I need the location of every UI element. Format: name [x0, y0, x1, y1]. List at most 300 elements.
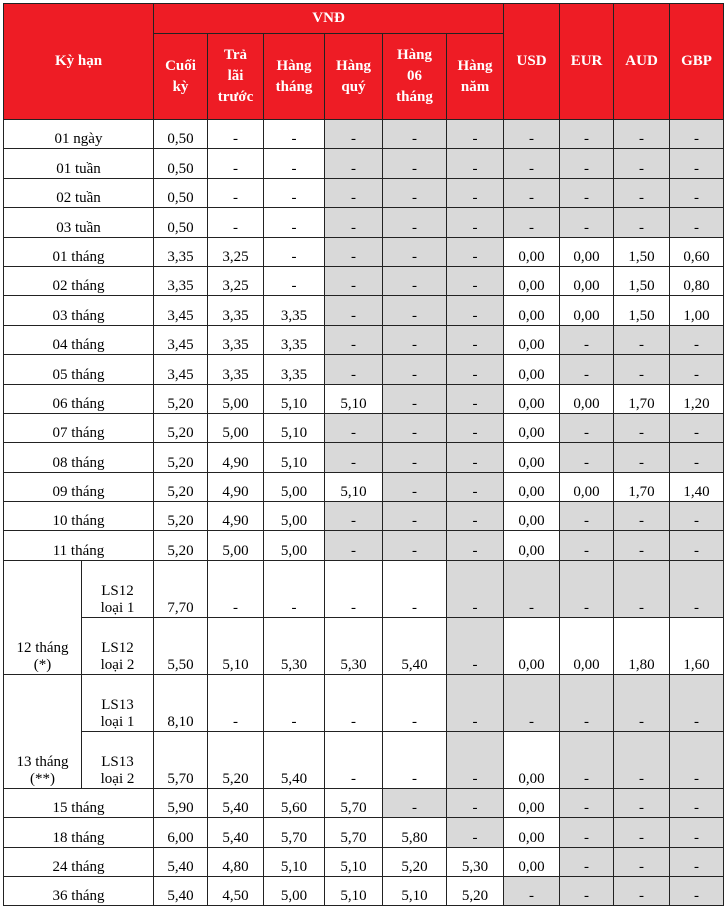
table-row	[4, 120, 724, 149]
sub-term-label	[82, 731, 154, 788]
rate-cell: -	[208, 560, 264, 617]
rate-cell: 5,00	[208, 531, 264, 560]
rate-cell: -	[670, 788, 724, 817]
rate-cell: 5,00	[264, 877, 325, 906]
table-row	[4, 674, 724, 731]
rate-cell: 3,35	[264, 325, 325, 354]
rate-cell: 0,00	[504, 384, 560, 413]
table-row	[4, 531, 724, 560]
term-label: 01 tháng	[4, 237, 154, 266]
table-row	[4, 266, 724, 295]
rate-cell: -	[325, 266, 383, 295]
rate-cell: 3,35	[154, 237, 208, 266]
rate-cell: -	[560, 208, 614, 237]
rate-cell: -	[670, 413, 724, 442]
rate-cell: -	[264, 120, 325, 149]
sub-term-type: loại 2	[100, 770, 135, 787]
rate-cell: -	[325, 149, 383, 178]
rate-cell: -	[447, 149, 504, 178]
rate-cell: 5,00	[264, 502, 325, 531]
rate-cell: -	[670, 818, 724, 847]
rate-cell: 1,40	[670, 472, 724, 501]
rate-cell: -	[504, 877, 560, 906]
term-label: 18 tháng	[4, 818, 154, 847]
rate-cell: -	[208, 149, 264, 178]
rate-cell: 1,20	[670, 384, 724, 413]
term-label: 02 tuần	[4, 178, 154, 207]
term-label: 10 tháng	[4, 502, 154, 531]
rate-cell: -	[383, 120, 447, 149]
term-label: 07 tháng	[4, 413, 154, 442]
rate-cell: -	[383, 502, 447, 531]
rate-cell: 5,30	[447, 847, 504, 876]
rate-cell: 4,90	[208, 502, 264, 531]
term-group-label	[4, 674, 82, 788]
term-label: 05 tháng	[4, 355, 154, 384]
rate-cell: -	[383, 413, 447, 442]
table-row	[4, 443, 724, 472]
rate-cell: -	[560, 731, 614, 788]
sub-term-name: LS12	[101, 582, 134, 599]
interest-rate-table	[3, 3, 724, 906]
rate-cell: 5,20	[154, 384, 208, 413]
col-annual: Hàng năm	[447, 34, 504, 120]
rate-cell: 5,60	[264, 788, 325, 817]
rate-cell: -	[670, 443, 724, 472]
rate-cell: 5,10	[264, 413, 325, 442]
rate-cell: -	[670, 531, 724, 560]
rate-cell: 8,10	[154, 674, 208, 731]
rate-cell: 5,00	[208, 384, 264, 413]
rate-cell: -	[560, 355, 614, 384]
rate-cell: 3,35	[208, 325, 264, 354]
rate-cell: -	[560, 877, 614, 906]
rate-cell: -	[614, 120, 670, 149]
rate-cell: -	[325, 531, 383, 560]
term-group-note: (*)	[33, 656, 52, 673]
rate-cell: -	[670, 149, 724, 178]
rate-cell: -	[560, 413, 614, 442]
rate-cell: -	[447, 731, 504, 788]
rate-cell: 0,00	[560, 237, 614, 266]
rate-cell: -	[447, 472, 504, 501]
rate-cell: 0,00	[504, 413, 560, 442]
rate-cell: 0,50	[154, 120, 208, 149]
rate-cell: -	[208, 120, 264, 149]
term-label: 15 tháng	[4, 788, 154, 817]
rate-cell: -	[383, 531, 447, 560]
table-row	[4, 149, 724, 178]
rate-cell: -	[670, 325, 724, 354]
term-label: 01 tuần	[4, 149, 154, 178]
rate-cell: 3,35	[264, 355, 325, 384]
rate-cell: -	[447, 296, 504, 325]
usd-header: USD	[504, 4, 560, 120]
col-end-of-term: Cuối kỳ	[154, 34, 208, 120]
rate-cell: 0,00	[504, 237, 560, 266]
rate-cell: -	[560, 178, 614, 207]
rate-cell: 5,10	[264, 847, 325, 876]
rate-cell: -	[264, 266, 325, 295]
table-row	[4, 472, 724, 501]
rate-cell: -	[614, 413, 670, 442]
rate-cell: 0,00	[560, 384, 614, 413]
col-prepaid: Trả lãi trước	[208, 34, 264, 120]
rate-cell: -	[447, 120, 504, 149]
rate-cell: 0,00	[560, 266, 614, 295]
sub-term-label	[82, 560, 154, 617]
term-group-note: (**)	[30, 770, 55, 787]
rate-cell: 1,80	[614, 617, 670, 674]
table-row	[4, 731, 724, 788]
rate-cell: 5,10	[325, 472, 383, 501]
rate-cell: -	[447, 502, 504, 531]
rate-cell: 0,00	[504, 788, 560, 817]
rate-cell: -	[325, 237, 383, 266]
rate-cell: -	[325, 120, 383, 149]
rate-cell: -	[447, 413, 504, 442]
rate-cell: 5,20	[154, 502, 208, 531]
rate-cell: -	[383, 149, 447, 178]
rate-cell: 5,10	[325, 877, 383, 906]
rate-cell: 5,00	[264, 472, 325, 501]
rate-cell: -	[560, 120, 614, 149]
term-label: 09 tháng	[4, 472, 154, 501]
rate-cell: -	[560, 847, 614, 876]
rate-cell: -	[383, 325, 447, 354]
term-label: 24 tháng	[4, 847, 154, 876]
rate-cell: -	[670, 120, 724, 149]
table-row	[4, 178, 724, 207]
rate-cell: -	[670, 674, 724, 731]
rate-cell: -	[383, 788, 447, 817]
rate-cell: -	[614, 788, 670, 817]
rate-cell: -	[383, 266, 447, 295]
rate-cell: 5,40	[154, 847, 208, 876]
rate-cell: -	[447, 560, 504, 617]
rate-cell: 5,20	[208, 731, 264, 788]
rate-cell: -	[670, 847, 724, 876]
eur-header: EUR	[560, 4, 614, 120]
rate-cell: -	[614, 877, 670, 906]
rate-cell: -	[447, 237, 504, 266]
rate-cell: -	[614, 674, 670, 731]
rate-cell: 5,70	[154, 731, 208, 788]
rate-cell: 5,70	[264, 818, 325, 847]
rate-cell: 5,70	[325, 788, 383, 817]
term-header: Kỳ hạn	[4, 4, 154, 120]
rate-cell: 3,25	[208, 237, 264, 266]
rate-cell: 0,80	[670, 266, 724, 295]
rate-cell: -	[383, 384, 447, 413]
rate-cell: 5,10	[325, 847, 383, 876]
rate-cell: 0,00	[504, 296, 560, 325]
rate-cell: 0,00	[504, 617, 560, 674]
rate-cell: -	[614, 560, 670, 617]
rate-cell: 1,00	[670, 296, 724, 325]
rate-cell: 5,00	[208, 413, 264, 442]
rate-cell: 5,50	[154, 617, 208, 674]
rate-cell: 3,45	[154, 325, 208, 354]
rate-cell: -	[504, 178, 560, 207]
rate-cell: -	[447, 531, 504, 560]
table-row	[4, 560, 724, 617]
rate-cell: -	[614, 149, 670, 178]
col-monthly: Hàng tháng	[264, 34, 325, 120]
sub-term-type: loại 1	[100, 599, 135, 616]
rate-cell: -	[504, 674, 560, 731]
term-label: 02 tháng	[4, 266, 154, 295]
rate-cell: -	[504, 149, 560, 178]
rate-cell: 5,30	[264, 617, 325, 674]
rate-cell: 5,30	[325, 617, 383, 674]
rate-cell: -	[614, 443, 670, 472]
rate-cell: -	[383, 296, 447, 325]
rate-cell: 3,35	[208, 355, 264, 384]
gbp-header: GBP	[670, 4, 724, 120]
rate-cell: 0,00	[504, 443, 560, 472]
term-group-label	[4, 560, 82, 674]
rate-cell: -	[560, 149, 614, 178]
rate-cell: 5,10	[264, 443, 325, 472]
sub-term-label	[82, 617, 154, 674]
rate-cell: -	[614, 818, 670, 847]
rate-cell: -	[264, 149, 325, 178]
rate-cell: -	[264, 178, 325, 207]
col-quarterly: Hàng quý	[325, 34, 383, 120]
rate-cell: -	[560, 818, 614, 847]
rate-cell: 5,70	[325, 818, 383, 847]
rate-cell: -	[670, 355, 724, 384]
rate-cell: -	[670, 178, 724, 207]
rate-cell: 1,50	[614, 237, 670, 266]
rate-cell: 1,50	[614, 296, 670, 325]
rate-cell: -	[325, 502, 383, 531]
term-label: 03 tuần	[4, 208, 154, 237]
rate-cell: 5,20	[154, 531, 208, 560]
rate-cell: -	[325, 674, 383, 731]
term-group-name: 13 tháng	[16, 753, 69, 770]
rate-cell: -	[447, 266, 504, 295]
rate-cell: -	[383, 472, 447, 501]
term-label: 01 ngày	[4, 120, 154, 149]
rate-cell: 5,10	[383, 877, 447, 906]
aud-header: AUD	[614, 4, 670, 120]
rate-table-body	[4, 120, 724, 906]
table-row	[4, 296, 724, 325]
rate-cell: -	[614, 178, 670, 207]
rate-cell: 5,90	[154, 788, 208, 817]
table-row	[4, 355, 724, 384]
term-label: 03 tháng	[4, 296, 154, 325]
rate-cell: -	[670, 731, 724, 788]
rate-cell: -	[504, 120, 560, 149]
rate-cell: 0,50	[154, 149, 208, 178]
term-group-name: 12 tháng	[16, 639, 69, 656]
table-row	[4, 788, 724, 817]
rate-cell: -	[264, 674, 325, 731]
rate-cell: 5,20	[154, 413, 208, 442]
table-row	[4, 847, 724, 876]
rate-cell: 0,00	[504, 325, 560, 354]
rate-cell: -	[383, 178, 447, 207]
rate-cell: -	[447, 788, 504, 817]
rate-cell: -	[325, 178, 383, 207]
rate-cell: 5,20	[154, 443, 208, 472]
rate-cell: 3,45	[154, 355, 208, 384]
rate-cell: 7,70	[154, 560, 208, 617]
rate-cell: 0,00	[504, 531, 560, 560]
term-label: 06 tháng	[4, 384, 154, 413]
rate-cell: -	[560, 502, 614, 531]
rate-cell: -	[447, 674, 504, 731]
rate-cell: -	[325, 355, 383, 384]
rate-cell: -	[504, 560, 560, 617]
rate-cell: 3,35	[154, 266, 208, 295]
rate-cell: -	[208, 674, 264, 731]
rate-cell: -	[383, 208, 447, 237]
rate-cell: -	[614, 847, 670, 876]
term-label: 08 tháng	[4, 443, 154, 472]
rate-cell: -	[447, 178, 504, 207]
rate-cell: -	[670, 502, 724, 531]
rate-cell: -	[670, 877, 724, 906]
term-label: 36 tháng	[4, 877, 154, 906]
term-label: 04 tháng	[4, 325, 154, 354]
rate-table-container	[3, 0, 723, 913]
rate-cell: -	[383, 674, 447, 731]
term-label: 11 tháng	[4, 531, 154, 560]
rate-cell: -	[447, 818, 504, 847]
table-row	[4, 325, 724, 354]
rate-cell: -	[560, 443, 614, 472]
rate-cell: -	[325, 731, 383, 788]
table-row	[4, 237, 724, 266]
rate-cell: -	[560, 560, 614, 617]
rate-cell: -	[208, 178, 264, 207]
rate-cell: -	[447, 355, 504, 384]
rate-cell: -	[560, 531, 614, 560]
rate-cell: -	[325, 560, 383, 617]
rate-cell: -	[447, 443, 504, 472]
rate-cell: -	[325, 296, 383, 325]
rate-cell: -	[447, 325, 504, 354]
rate-cell: -	[447, 208, 504, 237]
rate-cell: 5,00	[264, 531, 325, 560]
rate-cell: 5,20	[383, 847, 447, 876]
rate-cell: 0,00	[504, 502, 560, 531]
rate-cell: 5,10	[325, 384, 383, 413]
table-row	[4, 818, 724, 847]
rate-cell: -	[670, 560, 724, 617]
rate-cell: -	[325, 443, 383, 472]
table-row	[4, 502, 724, 531]
rate-cell: 0,00	[504, 847, 560, 876]
rate-cell: -	[325, 413, 383, 442]
rate-cell: -	[447, 617, 504, 674]
rate-cell: 5,10	[208, 617, 264, 674]
table-row	[4, 877, 724, 906]
rate-cell: 0,50	[154, 178, 208, 207]
rate-cell: 5,40	[154, 877, 208, 906]
rate-cell: 4,90	[208, 472, 264, 501]
sub-term-type: loại 1	[100, 713, 135, 730]
rate-cell: -	[325, 325, 383, 354]
rate-cell: 0,00	[504, 266, 560, 295]
rate-cell: 5,10	[264, 384, 325, 413]
rate-cell: 0,00	[560, 296, 614, 325]
rate-cell: -	[560, 674, 614, 731]
sub-term-name: LS13	[101, 696, 134, 713]
sub-term-type: loại 2	[100, 656, 135, 673]
rate-cell: 0,00	[560, 617, 614, 674]
rate-cell: -	[560, 325, 614, 354]
rate-cell: -	[383, 560, 447, 617]
rate-cell: 4,80	[208, 847, 264, 876]
rate-cell: 1,50	[614, 266, 670, 295]
rate-cell: -	[383, 355, 447, 384]
rate-cell: -	[208, 208, 264, 237]
rate-cell: -	[504, 208, 560, 237]
rate-cell: 0,00	[504, 818, 560, 847]
rate-cell: 5,20	[447, 877, 504, 906]
rate-cell: 5,40	[208, 788, 264, 817]
rate-cell: -	[614, 731, 670, 788]
rate-cell: 3,45	[154, 296, 208, 325]
sub-term-name: LS12	[101, 639, 134, 656]
rate-cell: 5,40	[264, 731, 325, 788]
rate-cell: -	[264, 208, 325, 237]
rate-cell: 5,80	[383, 818, 447, 847]
rate-cell: 0,00	[504, 472, 560, 501]
rate-cell: -	[325, 208, 383, 237]
table-row	[4, 384, 724, 413]
rate-cell: -	[614, 208, 670, 237]
rate-cell: -	[670, 208, 724, 237]
rate-cell: 3,35	[264, 296, 325, 325]
rate-cell: -	[264, 237, 325, 266]
rate-cell: -	[614, 502, 670, 531]
sub-term-label	[82, 674, 154, 731]
rate-cell: 5,40	[208, 818, 264, 847]
rate-cell: -	[614, 355, 670, 384]
col-semiannual: Hàng 06 tháng	[383, 34, 447, 120]
rate-cell: -	[383, 731, 447, 788]
rate-cell: 0,00	[560, 472, 614, 501]
rate-cell: -	[614, 325, 670, 354]
rate-cell: -	[264, 560, 325, 617]
rate-cell: -	[383, 443, 447, 472]
rate-cell: 3,25	[208, 266, 264, 295]
rate-cell: 3,35	[208, 296, 264, 325]
vnd-header: VNĐ	[154, 4, 504, 34]
rate-cell: -	[560, 788, 614, 817]
table-row	[4, 413, 724, 442]
rate-cell: 1,70	[614, 384, 670, 413]
table-row	[4, 208, 724, 237]
rate-cell: -	[383, 237, 447, 266]
rate-cell: 0,60	[670, 237, 724, 266]
sub-term-name: LS13	[101, 753, 134, 770]
rate-cell: -	[614, 531, 670, 560]
rate-cell: 5,20	[154, 472, 208, 501]
rate-cell: 4,90	[208, 443, 264, 472]
rate-cell: 1,70	[614, 472, 670, 501]
rate-cell: 0,00	[504, 355, 560, 384]
rate-cell: 0,50	[154, 208, 208, 237]
rate-cell: 4,50	[208, 877, 264, 906]
table-row	[4, 617, 724, 674]
